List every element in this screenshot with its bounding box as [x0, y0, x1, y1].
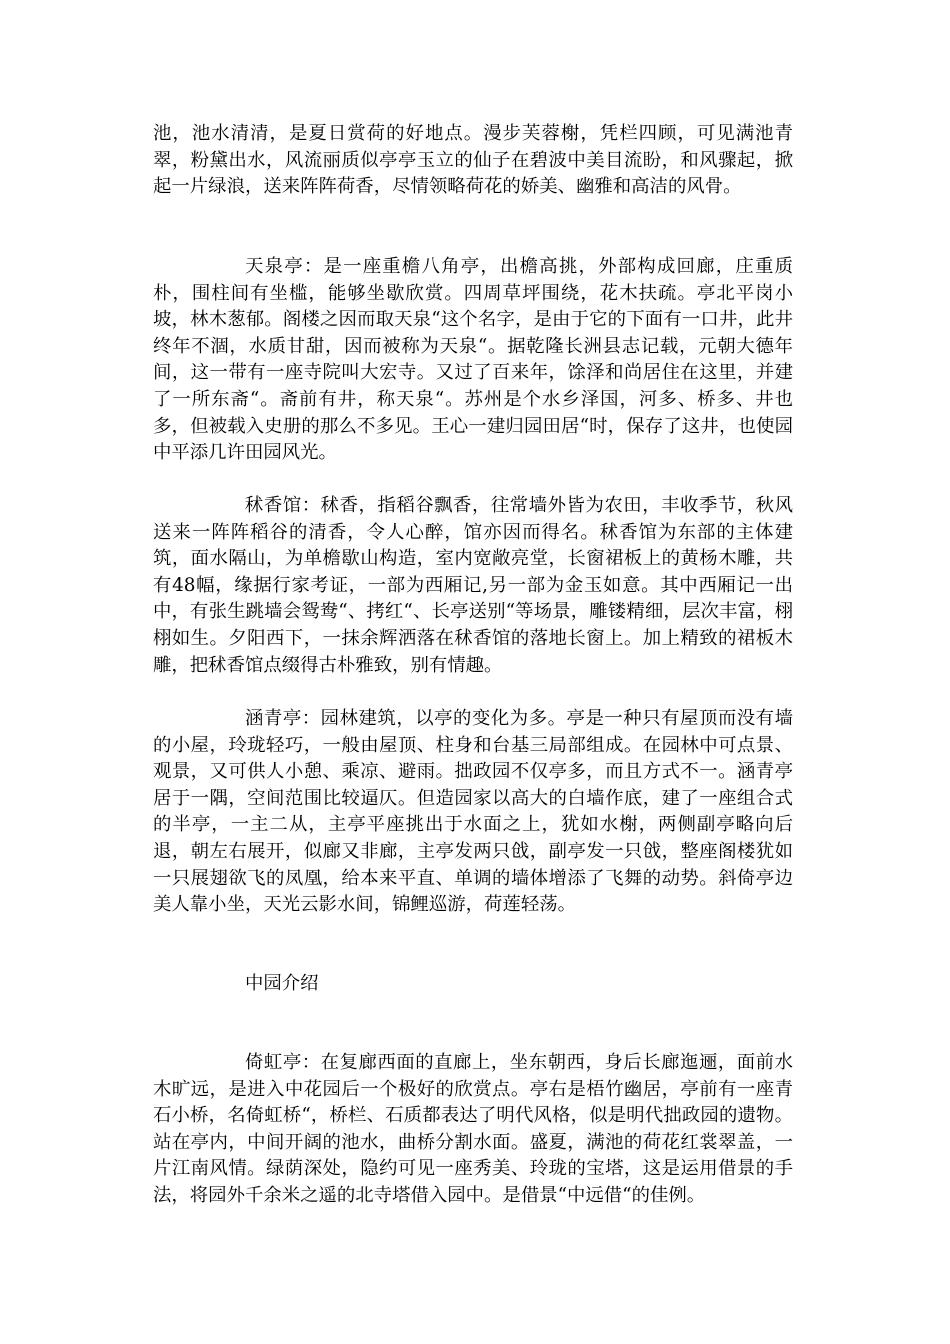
paragraph-tianquan-pavilion: 天泉亭：是一座重檐八角亭，出檐高挑，外部构成回廊，庄重质朴，围柱间有坐槛，能够坐歇欣赏。四周草坪围绕，花木扶疏。亭北平岗小坡，林木葱郁。阁楼之因而取天泉“这个名字，是由于它的下面有一口井，此井终年不涸，水质甘甜，因而被称为天泉“。据乾隆长洲县志记载，元朝大德年间，这一带有一座寺院叫大宏寺。又过了百来年，馀泽和尚居住在这里，并建了一所东斋“。斋前有井，称天泉“。苏州是个水乡泽国，河多、桥多、井也多，但被载入史册的那么不多见。王心一建归园田居“时，保存了这井，也使园中平添几许田园风光。 [153, 256, 793, 464]
paragraph-yihong-pavilion: 倚虹亭：在复廊西面的直廊上，坐东朝西，身后长廊迤逦，面前水木旷远，是进入中花园后一个极好的欣赏点。亭右是梧竹幽居，亭前有一座青石小桥，名倚虹桥“，桥栏、石质都表达了明代风格，似是明代拙政园的遗物。站在亭内，中间开阔的池水，曲桥分割水面。盛夏，满池的荷花红裳翠盖，一片江南风情。绿荫深处，隐约可见一座秀美、玲珑的宝塔，这是运用借景的手法，将园外千余米之遥的北寺塔借入园中。是借景“中远借“的佳例。 [153, 1052, 793, 1206]
paragraph-continuation: 池，池水清清，是夏日赏荷的好地点。漫步芙蓉榭，凭栏四顾，可见满池青翠，粉黛出水，风流丽质似亭亭玉立的仙子在碧波中美目流盼，和风骤起，掀起一片绿浪，送来阵阵荷香，尽情领略荷花的娇美、幽雅和高洁的风骨。 [153, 123, 793, 198]
section-heading-middle-garden: 中园介绍 [245, 973, 319, 994]
paragraph-hanqing-pavilion: 涵青亭：园林建筑，以亭的变化为多。亭是一种只有屋顶而没有墙的小屋，玲珑轻巧，一般由屋顶、柱身和台基三局部组成。在园林中可点景、观景，又可供人小憩、乘凉、避雨。拙政园不仅亭多，而且方式不一。涵青亭居于一隅，空间范围比较逼仄。但造园家以高大的白墙作底，建了一座组合式的半亭，一主二从，主亭平座挑出于水面之上，犹如水榭，两侧副亭略向后退，朝左右展开，似廊又非廊，主亭发两只戗，副亭发一只戗，整座阁楼犹如一只展翅欲飞的凤凰，给本来平直、单调的墙体增添了飞舞的动势。斜倚亭边美人靠小坐，天光云影水间，锦鲤巡游，荷莲轻荡。 [153, 708, 793, 916]
paragraph-zhixiang-hall: 秫香馆：秫香，指稻谷飘香，往常墙外皆为农田，丰收季节，秋风送来一阵阵稻谷的清香，令人心醉，馆亦因而得名。秫香馆为东部的主体建筑，面水隔山，为单檐歇山构造，室内宽敞亮堂，长窗裙板上的黄杨木雕，共有48幅，缘据行家考证，一部为西厢记,另一部为金玉如意。其中西厢记一出中，有张生跳墙会鸳鸯“、拷红“、长亭送别“等场景，雕镂精细，层次丰富，栩栩如生。夕阳西下，一抹余辉洒落在秫香馆的落地长窗上。加上精致的裙板木雕，把秫香馆点缀得古朴雅致，别有情趣。 [153, 495, 793, 676]
